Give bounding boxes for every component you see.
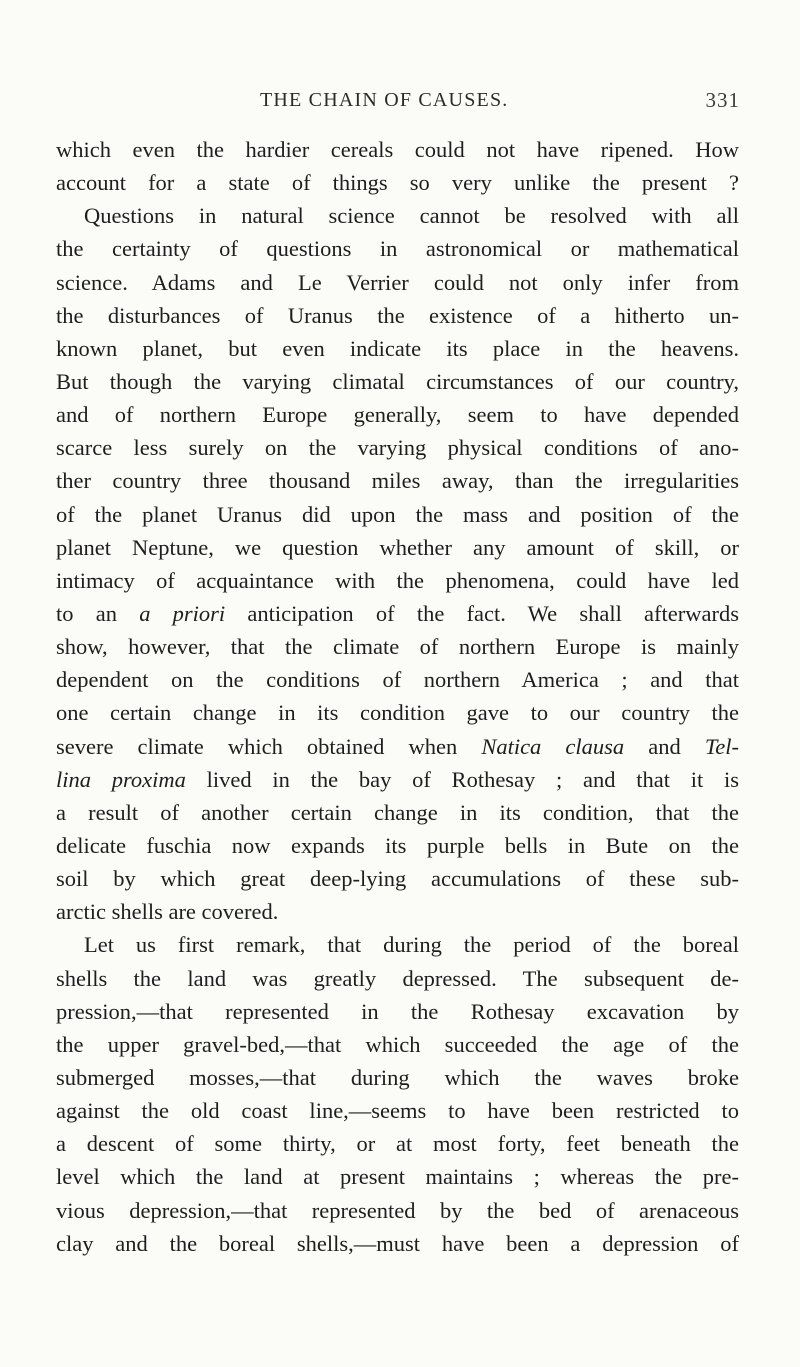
text-line: ther country three thousand miles away, than the irregularities [56, 468, 739, 494]
text-line: intimacy of acquaintance with the phenomena, could have led [56, 567, 739, 593]
text-run: to an [56, 600, 140, 626]
text-run: severe climate which obtained when [56, 733, 482, 759]
text-line: delicate fuschia now expands its purple bells in Bute on the [56, 832, 739, 858]
text-line [56, 730, 739, 763]
text-line: dependent on the conditions of northern America ; and that [56, 667, 739, 693]
body-text [56, 133, 739, 1260]
italic-phrase: Tel- [704, 733, 739, 759]
text-line: of the planet Uranus did upon the mass and position of the [56, 501, 739, 527]
text-line: the certainty of questions in astronomical or mathematical [56, 236, 739, 262]
text-line: pression,—that represented in the Rothesay excavation by [56, 998, 739, 1024]
italic-phrase: Natica clausa [481, 733, 625, 759]
text-line: shells the land was greatly depressed. The subsequent de- [56, 965, 739, 991]
text-line: show, however, that the climate of northern Europe is mainly [56, 634, 739, 660]
italic-phrase: lina proxima [56, 766, 186, 792]
italic-phrase: a priori [139, 600, 226, 626]
text-line: Questions in natural science cannot be resolved with all [84, 203, 739, 229]
text-line: which even the hardier cereals could not have ripened. How [56, 137, 739, 162]
text-line: account for a state of things so very unlike the present ? [56, 170, 739, 196]
text-line: the upper gravel-bed,—that which succeeded the age of the [56, 1031, 739, 1057]
text-line: But though the varying climatal circumstances of our country, [56, 368, 739, 394]
text-line: science. Adams and Le Verrier could not only infer from [56, 269, 739, 295]
text-line [56, 597, 739, 630]
text-line: a result of another certain change in its condition, that the [56, 799, 739, 825]
text-line: scarce less surely on the varying physical conditions of ano- [56, 435, 739, 461]
text-line: the disturbances of Uranus the existence of a hitherto un- [56, 302, 739, 328]
text-line [56, 763, 739, 796]
text-line: soil by which great deep-lying accumulations of these sub- [56, 866, 739, 892]
text-run: anticipation of the fact. We shall afterwards [225, 600, 739, 626]
text-run: lived in the bay of Rothesay ; and that it is [185, 766, 739, 792]
text-line: planet Neptune, we question whether any amount of skill, or [56, 534, 739, 560]
page-number: 331 [705, 88, 740, 112]
text-run: and [624, 733, 705, 759]
text-line: clay and the boreal shells,—must have been a depression of [56, 1230, 739, 1256]
text-line: one certain change in its condition gave to our country the [56, 700, 739, 726]
text-line: vious depression,—that represented by the bed of arenaceous [56, 1197, 739, 1223]
text-line: arctic shells are covered. [56, 899, 279, 925]
text-line: and of northern Europe generally, seem to have depended [56, 402, 739, 428]
text-line: level which the land at present maintains ; whereas the pre- [56, 1164, 739, 1190]
running-head: THE CHAIN OF CAUSES. [260, 89, 509, 111]
text-line: submerged mosses,—that during which the waves broke [56, 1064, 739, 1090]
text-line: Let us first remark, that during the period of the boreal [84, 932, 739, 958]
text-line: against the old coast line,—seems to have been restricted to [56, 1098, 739, 1124]
text-line: known planet, but even indicate its place in the heavens. [56, 335, 739, 361]
text-line: a descent of some thirty, or at most forty, feet beneath the [56, 1131, 739, 1157]
